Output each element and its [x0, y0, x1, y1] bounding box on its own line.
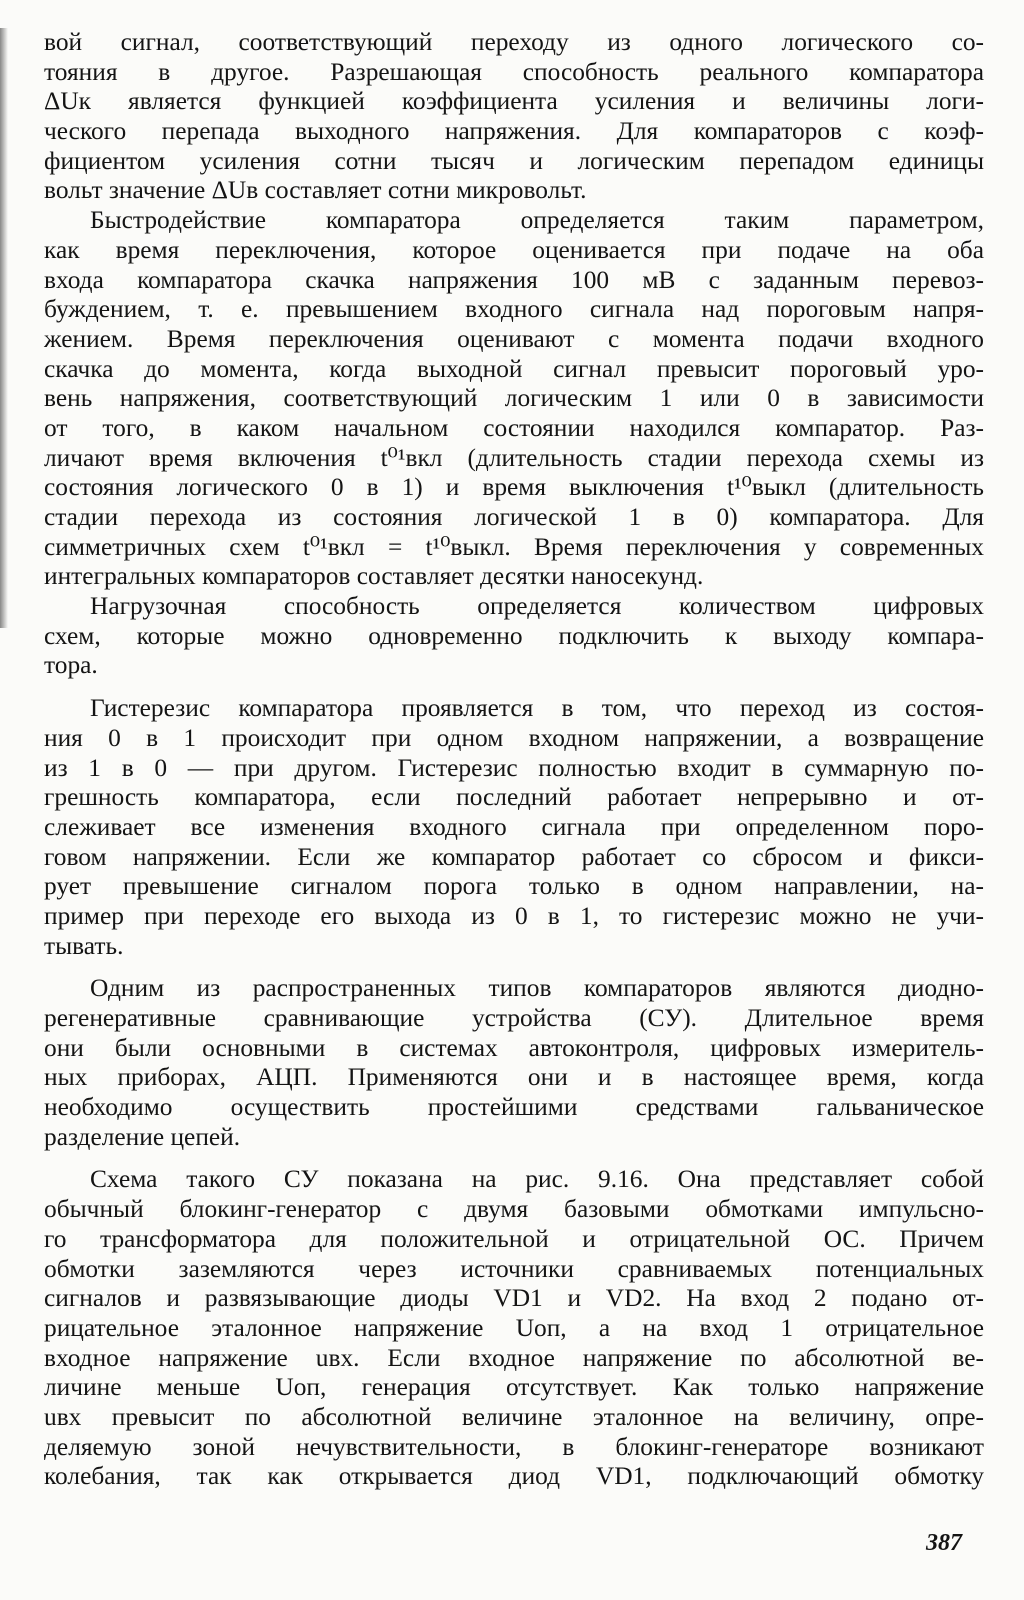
text-line: обмотки заземляются через источники сравниваемых потенциальных: [44, 1254, 984, 1283]
text-line: буждением, т. е. превышением входного сигнала над пороговым напря-: [44, 295, 984, 324]
text-line: слеживает все изменения входного сигнала при определенном поро-: [44, 812, 984, 841]
text-line: как время переключения, которое оценивается при подаче на оба: [44, 235, 984, 264]
text-line: из 1 в 0 — при другом. Гистерезис полностью входит в суммарную по-: [44, 753, 984, 782]
text-line: жением. Время переключения оценивают с момента подачи входного: [44, 324, 984, 353]
text-line: ческого перепада выходного напряжения. Для компараторов с коэф-: [44, 117, 984, 146]
text-line: регенеративные сравнивающие устройства (СУ). Длительное время: [44, 1004, 984, 1032]
paragraph-4: [44, 694, 984, 961]
paragraph-gap: [44, 961, 984, 974]
page-number: 387: [926, 1530, 962, 1556]
text-line: Гистерезис компаратора проявляется в том, что переход из состоя-: [90, 694, 984, 723]
text-line: ных приборах, АЦП. Применяются они и в настоящее время, когда: [44, 1063, 984, 1092]
paragraph-1: [44, 28, 984, 206]
text-line: тояния в другое. Разрешающая способность реального компаратора: [44, 57, 984, 86]
text-line: пример при переходе его выхода из 0 в 1, то гистерезис можно не учи-: [44, 901, 984, 930]
paragraph-5: [44, 974, 984, 1152]
text-line: входа компаратора скачка напряжения 100 мВ с заданным перевоз-: [44, 265, 984, 294]
text-line: вень напряжения, соответствующий логическим 1 или 0 в зависимости: [44, 384, 984, 413]
text-line: колебания, так как открывается диод VD1, подключающий обмотку: [44, 1462, 984, 1491]
text-line: сигналов и развязывающие диоды VD1 и VD2. На вход 2 подано от-: [44, 1284, 984, 1313]
page-text: [44, 28, 984, 1492]
text-line: ΔUк является функцией коэффициента усиления и величины логи-: [44, 87, 984, 116]
text-line: рицательное эталонное напряжение Uоп, а на вход 1 отрицательное: [44, 1313, 984, 1342]
text-line: Схема такого СУ показана на рис. 9.16. Она представляет собой: [90, 1165, 984, 1194]
text-line: симметричных схем t⁰¹вкл = t¹⁰выкл. Время переключения у современных: [44, 532, 984, 561]
text-line: интегральных компараторов составляет десятки наносекунд.: [44, 562, 704, 591]
text-line: го трансформатора для положительной и отрицательной ОС. Причем: [44, 1224, 984, 1253]
text-line: фициентом усиления сотни тысяч и логическим перепадом единицы: [44, 146, 984, 175]
text-line: uвх превысит по абсолютной величине эталонное на величину, опре-: [44, 1402, 984, 1431]
text-line: состояния логического 0 в 1) и время выключения t¹⁰выкл (длительность: [44, 473, 984, 502]
text-line: деляемую зоной нечувствительности, в блокинг-генераторе возникают: [44, 1432, 984, 1461]
text-line: разделение цепей.: [44, 1122, 241, 1151]
text-line: грешность компаратора, если последний работает непрерывно и от-: [44, 783, 984, 812]
text-line: тора.: [44, 651, 98, 680]
text-line: вольт значение ΔUв составляет сотни микровольт.: [44, 176, 587, 205]
text-line: скачка до момента, когда выходной сигнал превысит пороговый уро-: [44, 354, 984, 383]
text-line: личине меньше Uоп, генерация отсутствует. Как только напряжение: [44, 1373, 984, 1402]
text-line: Нагрузочная способность определяется количеством цифровых: [90, 592, 984, 621]
text-line: вой сигнал, соответствующий переходу из одного логического со-: [44, 28, 984, 56]
paragraph-6: [44, 1165, 984, 1492]
text-line: схем, которые можно одновременно подключить к выходу компара-: [44, 621, 984, 650]
text-line: обычный блокинг-генератор с двумя базовыми обмотками импульсно-: [44, 1195, 984, 1224]
text-line: от того, в каком начальном состоянии находился компаратор. Раз-: [44, 413, 984, 442]
text-line: рует превышение сигналом порога только в одном направлении, на-: [44, 872, 984, 901]
scan-edge-shadow: [0, 28, 8, 628]
text-line: необходимо осуществить простейшими средствами гальваническое: [44, 1093, 984, 1122]
paragraph-3: [44, 592, 984, 681]
text-line: ния 0 в 1 происходит при одном входном напряжении, а возвращение: [44, 723, 984, 752]
text-line: Быстродействие компаратора определяется таким параметром,: [90, 206, 984, 235]
text-line: тывать.: [44, 931, 124, 960]
text-line: стадии перехода из состояния логической 1 в 0) компаратора. Для: [44, 503, 984, 531]
paragraph-gap: [44, 1152, 984, 1165]
text-line: говом напряжении. Если же компаратор работает со сбросом и фикси-: [44, 842, 984, 871]
text-line: личают время включения t⁰¹вкл (длительность стадии перехода схемы из: [44, 443, 984, 472]
text-line: входное напряжение uвх. Если входное напряжение по абсолютной ве-: [44, 1343, 984, 1372]
paragraph-2: [44, 206, 984, 592]
text-line: они были основными в системах автоконтроля, цифровых измеритель-: [44, 1033, 984, 1062]
text-line: Одним из распространенных типов компараторов являются диодно-: [90, 974, 984, 1003]
paragraph-gap: [44, 681, 984, 694]
